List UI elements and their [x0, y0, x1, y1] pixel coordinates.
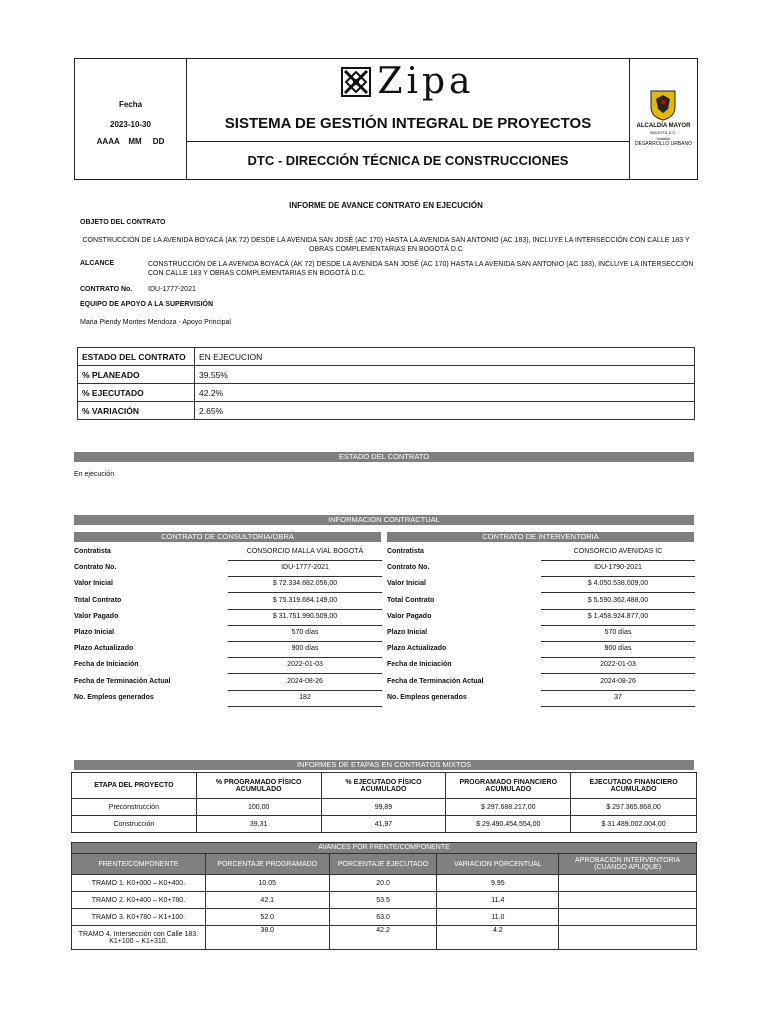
table-cell — [559, 892, 697, 909]
estado-table — [77, 347, 695, 420]
interventoria-header: CONTRATO DE INTERVENTORIA — [387, 532, 694, 542]
title-block — [187, 59, 630, 179]
col-header: APROBACION INTERVENTORIA (CUANDO APLIQUE) — [559, 854, 697, 875]
fecha-format: AAAA MM DD — [96, 137, 165, 146]
field-value: $ 31.751.990.509,00 — [228, 610, 382, 626]
table-cell: 4.2 — [437, 926, 559, 950]
table-title-row — [72, 843, 697, 854]
table-row — [78, 348, 695, 366]
table-row — [78, 384, 695, 402]
field-value: 900 días — [228, 642, 382, 658]
field-label: Plazo Inicial — [74, 628, 115, 636]
date-block — [75, 59, 187, 179]
table-cell: TRAMO 4. Intersección con Calle 183. K1+100 – K1+310. — [72, 926, 206, 950]
table-cell: $ 297.365.868,00 — [571, 799, 697, 816]
field-label: Contratista — [387, 548, 424, 555]
bogota-shield-icon — [649, 89, 677, 121]
equipo-value: Maria Piendy Montes Mendoza - Apoyo Principal — [80, 319, 231, 326]
table-row — [72, 909, 697, 926]
table-cell: 10.05 — [205, 875, 329, 892]
field-label: Contrato No. — [74, 564, 117, 572]
table-cell: 53.5 — [329, 892, 437, 909]
table-cell: TRAMO 3. K0+780 – K1+100. — [72, 909, 206, 926]
field-label: Fecha de Terminación Actual — [74, 677, 171, 685]
estado-section-header: ESTADO DEL CONTRATO — [74, 452, 694, 462]
field-value: 2024-08-26 — [541, 675, 695, 691]
field-value: IDU-1790-2021 — [541, 561, 695, 577]
field-value: 2022-01-03 — [541, 658, 695, 674]
table-cell: $ 297.688.217,00 — [446, 799, 571, 816]
variacion-key: % VARIACIÓN — [78, 402, 195, 420]
list-item — [74, 577, 382, 593]
alcaldia-line2: BOGOTÁ D.C. — [650, 130, 677, 135]
planeado-value: 39.55% — [195, 366, 695, 384]
table-row — [78, 402, 695, 420]
field-value: $ 75.319.684.149,00 — [228, 594, 382, 610]
list-item — [387, 610, 695, 626]
field-value: 182 — [228, 691, 382, 707]
list-item — [387, 642, 695, 658]
variacion-value: 2.65% — [195, 402, 695, 420]
table-row — [72, 926, 697, 950]
alcaldia-line4: DESARROLLO URBANO — [635, 141, 692, 147]
field-value: 570 días — [228, 626, 382, 642]
planeado-key: % PLANEADO — [78, 366, 195, 384]
field-label: Total Contrato — [387, 596, 435, 604]
field-value: $ 5.590.362.488,00 — [541, 594, 695, 610]
system-title: SISTEMA DE GESTIÓN INTEGRAL DE PROYECTOS — [187, 105, 629, 142]
zipa-emblem-icon — [341, 67, 371, 97]
field-value: 2022-01-03 — [228, 658, 382, 674]
list-item — [387, 658, 695, 674]
field-label: Fecha de Iniciación — [387, 661, 452, 669]
department-title: DTC - DIRECCIÓN TÉCNICA DE CONSTRUCCIONES — [247, 153, 569, 168]
interventoria-list — [387, 545, 695, 707]
document-header — [74, 58, 698, 180]
zipa-logo — [187, 59, 629, 105]
list-item — [387, 675, 695, 691]
table-cell: 100,00 — [196, 799, 321, 816]
obra-header: CONTRATO DE CONSULTORIA/OBRA — [74, 532, 381, 542]
col-header: EJECUTADO FINANCIERO ACUMULADO — [571, 773, 697, 799]
table-header-row — [72, 854, 697, 875]
alcaldia-line3: Instituto — [656, 136, 671, 141]
objeto-label: OBJETO DEL CONTRATO — [80, 219, 166, 226]
alcance-label: ALCANCE — [80, 260, 115, 267]
list-item — [387, 626, 695, 642]
table-row — [72, 799, 697, 816]
field-value: 900 días — [541, 642, 695, 658]
field-value: $ 72.334.682.056,00 — [228, 577, 382, 593]
table-cell: 63.0 — [329, 909, 437, 926]
list-item — [74, 561, 382, 577]
table-cell: $ 31.489.002.004,00 — [571, 816, 697, 833]
fecha-value: 2023-10-30 — [110, 120, 151, 129]
col-header: % PROGRAMADO FÍSICO ACUMULADO — [196, 773, 321, 799]
field-label: Valor Inicial — [387, 580, 426, 588]
report-title: INFORME DE AVANCE CONTRATO EN EJECUCIÓN — [289, 201, 483, 210]
col-header: % EJECUTADO FÍSICO ACUMULADO — [321, 773, 446, 799]
table-cell: 38.0 — [205, 926, 329, 950]
table-cell: 39,31 — [196, 816, 321, 833]
estado-value: EN EJECUCION — [195, 348, 695, 366]
list-item — [74, 658, 382, 674]
field-label: No. Empleos generados — [387, 693, 467, 701]
field-value: CONSORCIO MALLA VIAL BOGOTÁ — [228, 545, 382, 561]
col-header: PROGRAMADO FINANCIERO ACUMULADO — [446, 773, 571, 799]
table-cell: 52.0 — [205, 909, 329, 926]
list-item — [74, 626, 382, 642]
field-label: Valor Inicial — [74, 580, 113, 588]
table-row — [78, 366, 695, 384]
col-header: FRENTE/COMPONENTE — [72, 854, 206, 875]
table-cell: 9.95 — [437, 875, 559, 892]
col-header: PORCENTAJE PROGRAMADO — [205, 854, 329, 875]
alcaldia-line1: ALCALDÍA MAYOR — [636, 123, 691, 129]
objeto-text: CONSTRUCCIÓN DE LA AVENIDA BOYACÁ (AK 72) DESDE LA AVENIDA SAN JOSÉ (AC 170) HASTA LA AVENIDA SAN ANTONIO (AC 183), INCLUYE LA INTERSECCIÓN CON CALLE 183 Y OBRAS COMPLEMENTARIAS EN BOGOTÁ D.C — [82, 237, 690, 253]
table-cell: 11.0 — [437, 909, 559, 926]
field-label: Valor Pagado — [74, 612, 119, 620]
list-item — [387, 577, 695, 593]
etapas-section-header: INFORMES DE ETAPAS EN CONTRATOS MIXTOS — [74, 760, 694, 770]
alcaldia-logo — [630, 59, 697, 179]
list-item — [74, 675, 382, 691]
list-item — [387, 561, 695, 577]
table-cell: 11.4 — [437, 892, 559, 909]
col-header: ETAPA DEL PROYECTO — [72, 773, 197, 799]
list-item — [74, 642, 382, 658]
table-cell — [559, 909, 697, 926]
ejecutado-key: % EJECUTADO — [78, 384, 195, 402]
zipa-logo-text: Zipa — [377, 61, 475, 102]
field-label: Fecha de Terminación Actual — [387, 677, 484, 685]
table-row — [72, 875, 697, 892]
list-item — [74, 691, 382, 707]
field-label: Contratista — [74, 548, 111, 555]
field-label: Plazo Actualizado — [387, 645, 447, 653]
table-row — [72, 892, 697, 909]
avances-section-header: AVANCES POR FRENTE/COMPONENTE — [72, 843, 697, 854]
field-label: Total Contrato — [74, 596, 122, 604]
equipo-label: EQUIPO DE APOYO A LA SUPERVISIÓN — [80, 301, 214, 308]
field-value: 570 días — [541, 626, 695, 642]
contrato-label: CONTRATO No. — [80, 286, 133, 293]
etapas-table — [71, 772, 697, 833]
table-row — [72, 816, 697, 833]
field-label: No. Empleos generados — [74, 693, 154, 701]
fecha-label: Fecha — [118, 100, 143, 109]
avances-table — [71, 842, 697, 950]
table-header-row — [72, 773, 697, 799]
col-header: PORCENTAJE EJECUTADO — [329, 854, 437, 875]
table-cell: 20.0 — [329, 875, 437, 892]
field-value: CONSORCIO AVENIDAS IC — [541, 545, 695, 561]
field-label: Valor Pagado — [387, 612, 432, 620]
field-value: 2024-08-26 — [228, 675, 382, 691]
info-section-header: INFORMACION CONTRACTUAL — [74, 515, 694, 525]
obra-list — [74, 545, 382, 707]
table-cell — [559, 875, 697, 892]
table-cell: 99,89 — [321, 799, 446, 816]
field-value: $ 1.458.924.877,00 — [541, 610, 695, 626]
contrato-value: IDU-1777-2021 — [148, 286, 196, 293]
list-item — [74, 610, 382, 626]
list-item — [387, 691, 695, 707]
col-header: VARIACION PORCENTUAL — [437, 854, 559, 875]
table-cell: Construcción — [72, 816, 197, 833]
field-label: Plazo Actualizado — [74, 645, 134, 653]
list-item — [74, 594, 382, 610]
field-value: $ 4.050.538.009,00 — [541, 577, 695, 593]
alcance-text: CONSTRUCCIÓN DE LA AVENIDA BOYACÁ (AK 72) DESDE LA AVENIDA SAN JOSÉ (AC 170) HASTA LA AVENIDA SAN ANTONIO (AC 183), INCLUYE LA INTERSECCIÓN CON CALLE 183 Y OBRAS COMPLEMENTARIAS EN BOGOTÁ D.C. — [148, 261, 694, 277]
list-item — [387, 545, 695, 561]
list-item — [74, 545, 382, 561]
field-value: IDU-1777-2021 — [228, 561, 382, 577]
table-cell: TRAMO 1. K0+000 – K0+400. — [72, 875, 206, 892]
table-cell: 42.2 — [329, 926, 437, 950]
table-cell: TRAMO 2. K0+400 – K0+780. — [72, 892, 206, 909]
field-label: Plazo Inicial — [387, 628, 428, 636]
estado-key: ESTADO DEL CONTRATO — [78, 348, 195, 366]
table-cell: $ 29.490.454.554,00 — [446, 816, 571, 833]
field-label: Contrato No. — [387, 564, 430, 572]
table-cell: 42.1 — [205, 892, 329, 909]
table-cell: Preconstrucción — [72, 799, 197, 816]
ejecutado-value: 42.2% — [195, 384, 695, 402]
list-item — [387, 594, 695, 610]
estado-section-text: En ejecución — [74, 471, 115, 478]
field-label: Fecha de Iniciación — [74, 661, 139, 669]
field-value: 37 — [541, 691, 695, 707]
table-cell — [559, 926, 697, 950]
table-cell: 41,97 — [321, 816, 446, 833]
